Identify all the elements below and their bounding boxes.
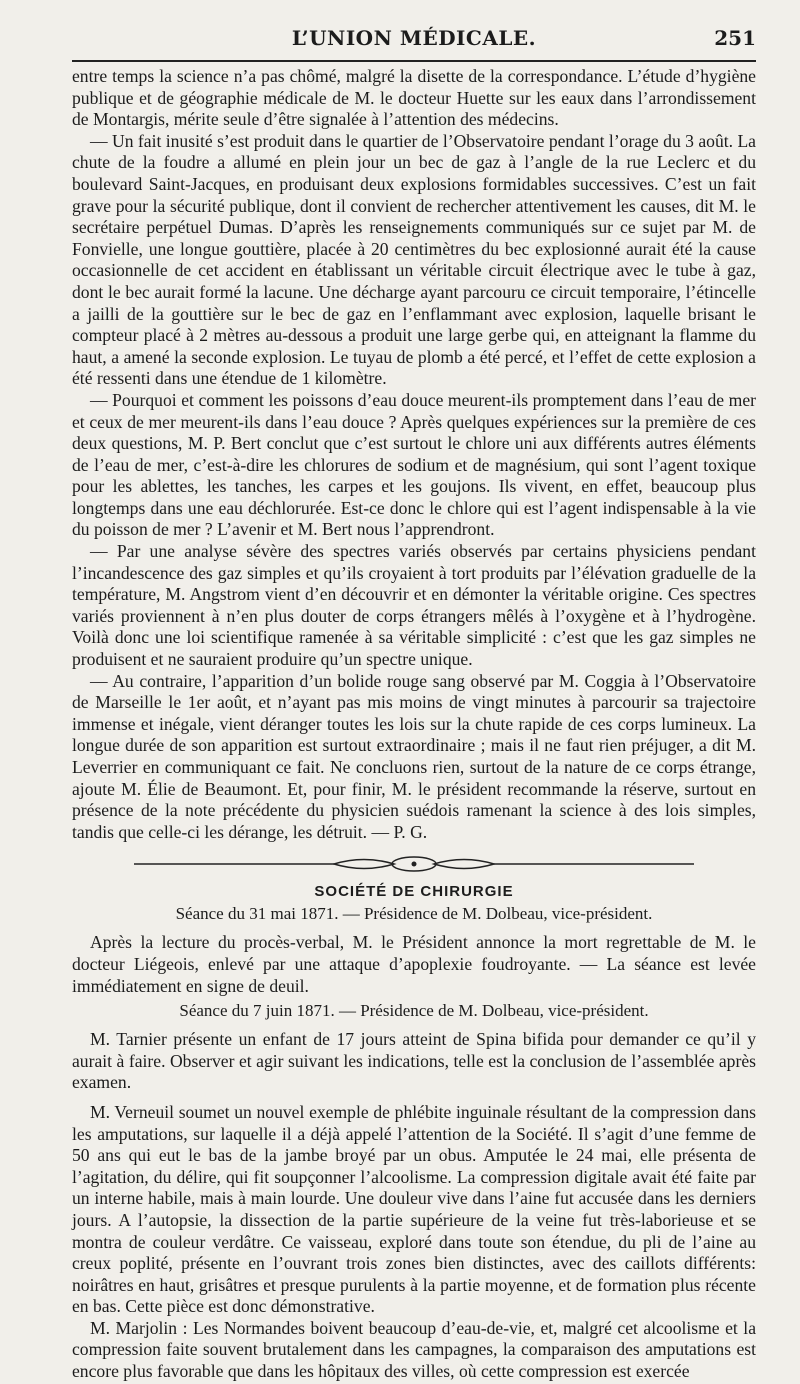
paragraph-deuil: Après la lecture du procès-verbal, M. le Président annonce la mort regrettable de M. le docteur Liégeois, enlevé par une attaque d’apoplexie foudroyante. — La séance est levée immédiatement en signe de deuil. — [72, 932, 756, 996]
ornament-divider-icon — [134, 853, 694, 875]
paragraph-tarnier: M. Tarnier présente un enfant de 17 jours atteint de Spina bifida pour demander ce qu’il y aurait à faire. Observer et agir suivant les indications, telle est la conclusion de l’assemblée après examen. — [72, 1029, 756, 1093]
paragraph-spectres: — Par une analyse sévère des spectres variés observés par certains physiciens pendant l’incandescence des gaz simples et qu’ils croyaient à tort produits par l’élévation graduelle de la température, M. Angstrom vient d’en découvrir et en démonter la véritable origine. Ces spectres variés proviennent à n’en plus douter de corps étrangers mêlés à l’oxygène et à l’hydrogène. Voilà donc une loi scientifique ramenée à sa véritable simplicité : c’est que les gaz simples ne produisent et ne sauraient produire qu’un spectre unique. — [72, 541, 756, 670]
paragraph-verneuil: M. Verneuil soumet un nouvel exemple de phlébite inguinale résultant de la compression dans les amputations, sur laquelle il a déjà appelé l’attention de la Société. Il s’agit d’une femme de 50 ans qui eut le bas de la jambe broyé par un obus. Amputée le 24 mai, elle présenta de l’agitation, du délire, qui fit soupçonner l’alcoolisme. La compression digitale avait été faite par un interne habile, mais à main lourde. Une douleur vive dans l’aine fut accusée dans les derniers jours. A l’autopsie, la dissection de la partie supérieure de la veine fut très-laborieuse et se montra de couleur verdâtre. Ce vaisseau, exploré dans toute son étendue, du pli de l’aine au creux poplité, présente en l’ouvrant trois zones bien distinctes, avec des caillots différents: noirâtres en haut, grisâtres et presque purulents à la partie moyenne, et de formation plus récente en bas. Cette pièce est donc démonstrative. — [72, 1101, 756, 1317]
paragraph-poissons: — Pourquoi et comment les poissons d’eau douce meurent-ils promptement dans l’eau de mer et ceux de mer meurent-ils dans l’eau douce ? Après quelques expériences sur la première de ces deux questions, M. P. Bert conclut que c’est surtout le chlore uni aux différents autres éléments de l’eau de mer, c’est-à-dire les chlorures de sodium et de magnésium, qui sont l’agent toxique pour les ablettes, les tanches, les carpes et les goujons. Ils vivent, en effet, beaucoup plus longtemps dans une eau déchlorurée. Est-ce donc le chlore qui est l’agent indispensable à la vie du poisson de mer ? L’avenir et M. Bert nous l’apprendront. — [72, 389, 756, 540]
session-heading-31-mai: Séance du 31 mai 1871. — Présidence de M. Dolbeau, vice-président. — [175, 904, 653, 924]
page-number: 251 — [714, 26, 756, 50]
paragraph-foudre: — Un fait inusité s’est produit dans le quartier de l’Observatoire pendant l’orage du 3 août. La chute de la foudre a allumé en plein jour un bec de gaz à l’angle de la rue Leclerc et du boulevard Saint-Jacques, en produisant deux explosions formidables successives. C’est un fait grave pour la sécurité publique, dont il convient de rechercher attentivement les causes, dit M. le secrétaire perpétuel Dumas. D’après les renseignements communiqués sur ce sujet par M. de Fonvielle, une longue gouttière, placée à 20 centimètres du bec explosionné aurait été la cause occasionnelle de cet accident en établissant un véritable circuit électrique avec le tube à gaz, dont le bec aurait formé la lacune. Une décharge ayant parcouru ce circuit temporaire, l’étincelle a jailli de la gouttière sur le bec de gaz en l’enflammant avec explosion, laquelle brisant le compteur placé à 2 mètres au-dessous a produit une large gerbe qui, en atteignant la flamme du haut, a amené la seconde explosion. Le tuyau de plomb a été percé, et l’effet de cette explosion a été ressenti dans une étendue de 1 kilomètre. — [72, 130, 756, 389]
paragraph-marjolin: M. Marjolin : Les Normandes boivent beaucoup d’eau-de-vie, et, malgré cet alcoolisme et la compression faite souvent brutalement dans les campagnes, la comparaison des amputations est encore plus favorable que dans les hôpitaux des villes, où cette compression est exercée — [72, 1317, 756, 1382]
chronique-section — [72, 66, 756, 843]
page-header — [72, 24, 756, 62]
running-title: L’UNION MÉDICALE. — [291, 26, 537, 50]
section-title: SOCIÉTÉ DE CHIRURGIE — [314, 883, 514, 901]
paragraph-hygiene: entre temps la science n’a pas chômé, malgré la disette de la correspondance. L’étude d’hygiène publique et de géographie médicale de M. le docteur Huette sur les eaux dans l’arrondissement de Montargis, mérite seule d’être signalée à l’attention des médecins. — [72, 66, 756, 130]
paragraph-bolide: — Au contraire, l’apparition d’un bolide rouge sang observé par M. Coggia à l’Observatoire de Marseille le 1er août, et n’ayant pas mis moins de vingt minutes à parcourir sa trajectoire immense et inégale, vient déranger toutes les lois sur la chute rapide de ces corps lumineux. La longue durée de son apparition est surtout extraordinaire ; mais il ne faut rien préjuger, a dit M. Leverrier en communiquant ce fait. Ne concluons rien, surtout de la nature de ce corps étrange, ajoute M. Élie de Beaumont. Et, pour finir, M. le président recommande la réserve, surtout en présence de la note précédente du physicien suédois ramenant la science à des lois simples, tandis que celle-ci les dérange, les détruit. — P. G. — [72, 670, 756, 842]
session-heading-7-juin: Séance du 7 juin 1871. — Présidence de M. Dolbeau, vice-président. — [179, 1001, 649, 1021]
societe-section-1 — [72, 932, 756, 997]
societe-section-2 — [72, 1029, 756, 1383]
